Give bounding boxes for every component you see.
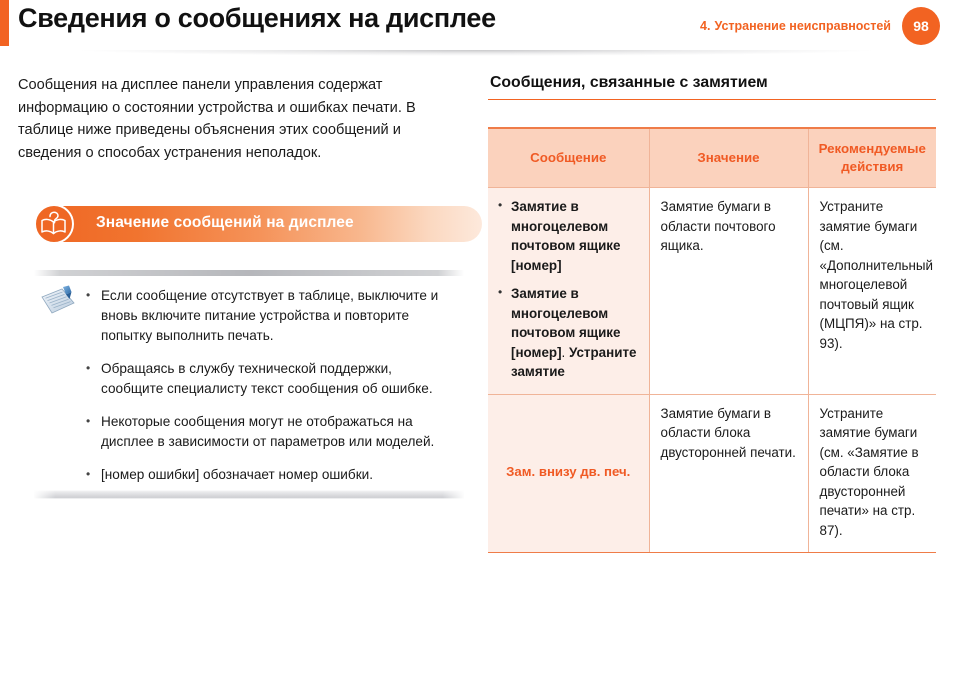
list-item: • Если сообщение отсутствует в таблице, выключите и вновь включите питание устройства и повторите попытку выполнить печать. bbox=[84, 286, 450, 346]
page-header bbox=[0, 0, 954, 52]
cell-meaning: Замятие бумаги в области блока двусторонней печати. bbox=[649, 394, 808, 553]
list-item: • [номер ошибки] обозначает номер ошибки. bbox=[84, 465, 450, 485]
note-list bbox=[84, 286, 450, 485]
cell-message: Зам. внизу дв. печ. bbox=[488, 394, 649, 553]
breadcrumb-number: 4. bbox=[700, 19, 711, 33]
cell-action: Устраните замятие бумаги (см. «Замятие в области блока двусторонней печати» на стр. 87). bbox=[808, 394, 936, 553]
table-row bbox=[488, 188, 936, 395]
note-box-top-rule bbox=[34, 270, 464, 276]
right-column bbox=[480, 74, 954, 553]
header-breadcrumb-area bbox=[700, 7, 940, 45]
page-content bbox=[0, 52, 954, 553]
section-heading: Сообщения, связанные с замятием bbox=[490, 74, 768, 91]
page-title: Сведения о сообщениях на дисплее bbox=[18, 3, 496, 33]
column-header-message: Сообщение bbox=[488, 128, 649, 188]
breadcrumb-label: Устранение неисправностей bbox=[714, 19, 891, 33]
column-header-meaning: Значение bbox=[649, 128, 808, 188]
message-bullet-list bbox=[497, 197, 640, 382]
note-box bbox=[18, 270, 464, 499]
section-heading-rule bbox=[488, 99, 936, 100]
breadcrumb bbox=[700, 19, 891, 33]
column-header-action: Рекомендуемые действия bbox=[808, 128, 936, 188]
intro-paragraph: Сообщения на дисплее панели управления содержат информацию о состоянии устройства и ошибках печати. В таблице ниже приведены объяснения этих сообщений и сведения о способах устранения неполадок. bbox=[18, 77, 416, 161]
section-banner bbox=[18, 206, 464, 242]
cell-message bbox=[488, 188, 649, 395]
messages-table bbox=[488, 127, 936, 553]
cell-meaning: Замятие бумаги в области почтового ящика. bbox=[649, 188, 808, 395]
note-pencil-icon bbox=[38, 284, 78, 320]
note-box-bottom-rule bbox=[34, 490, 464, 499]
list-item: • Обращаясь в службу технической поддержки, сообщите специалисту текст сообщения об ошибке. bbox=[84, 359, 450, 399]
list-item: • Некоторые сообщения могут не отображаться на дисплее в зависимости от параметров или моделей. bbox=[84, 412, 450, 452]
list-item: • Замятие в многоцелевом почтовом ящике [номер] bbox=[497, 197, 640, 275]
table-row bbox=[488, 394, 936, 553]
book-question-icon bbox=[34, 204, 74, 244]
header-accent-bar bbox=[0, 0, 9, 46]
section-banner-title: Значение сообщений на дисплее bbox=[96, 214, 354, 231]
table-header-row bbox=[488, 128, 936, 188]
page-number-badge: 98 bbox=[902, 7, 940, 45]
list-item: • Замятие в многоцелевом почтовом ящике [номер]. Устраните замятие bbox=[497, 284, 640, 382]
cell-action: Устраните замятие бумаги (см. «Дополнительный многоцелевой почтовый ящик (МЦПЯ)» на стр. 93). bbox=[808, 188, 936, 395]
left-column bbox=[0, 74, 480, 553]
